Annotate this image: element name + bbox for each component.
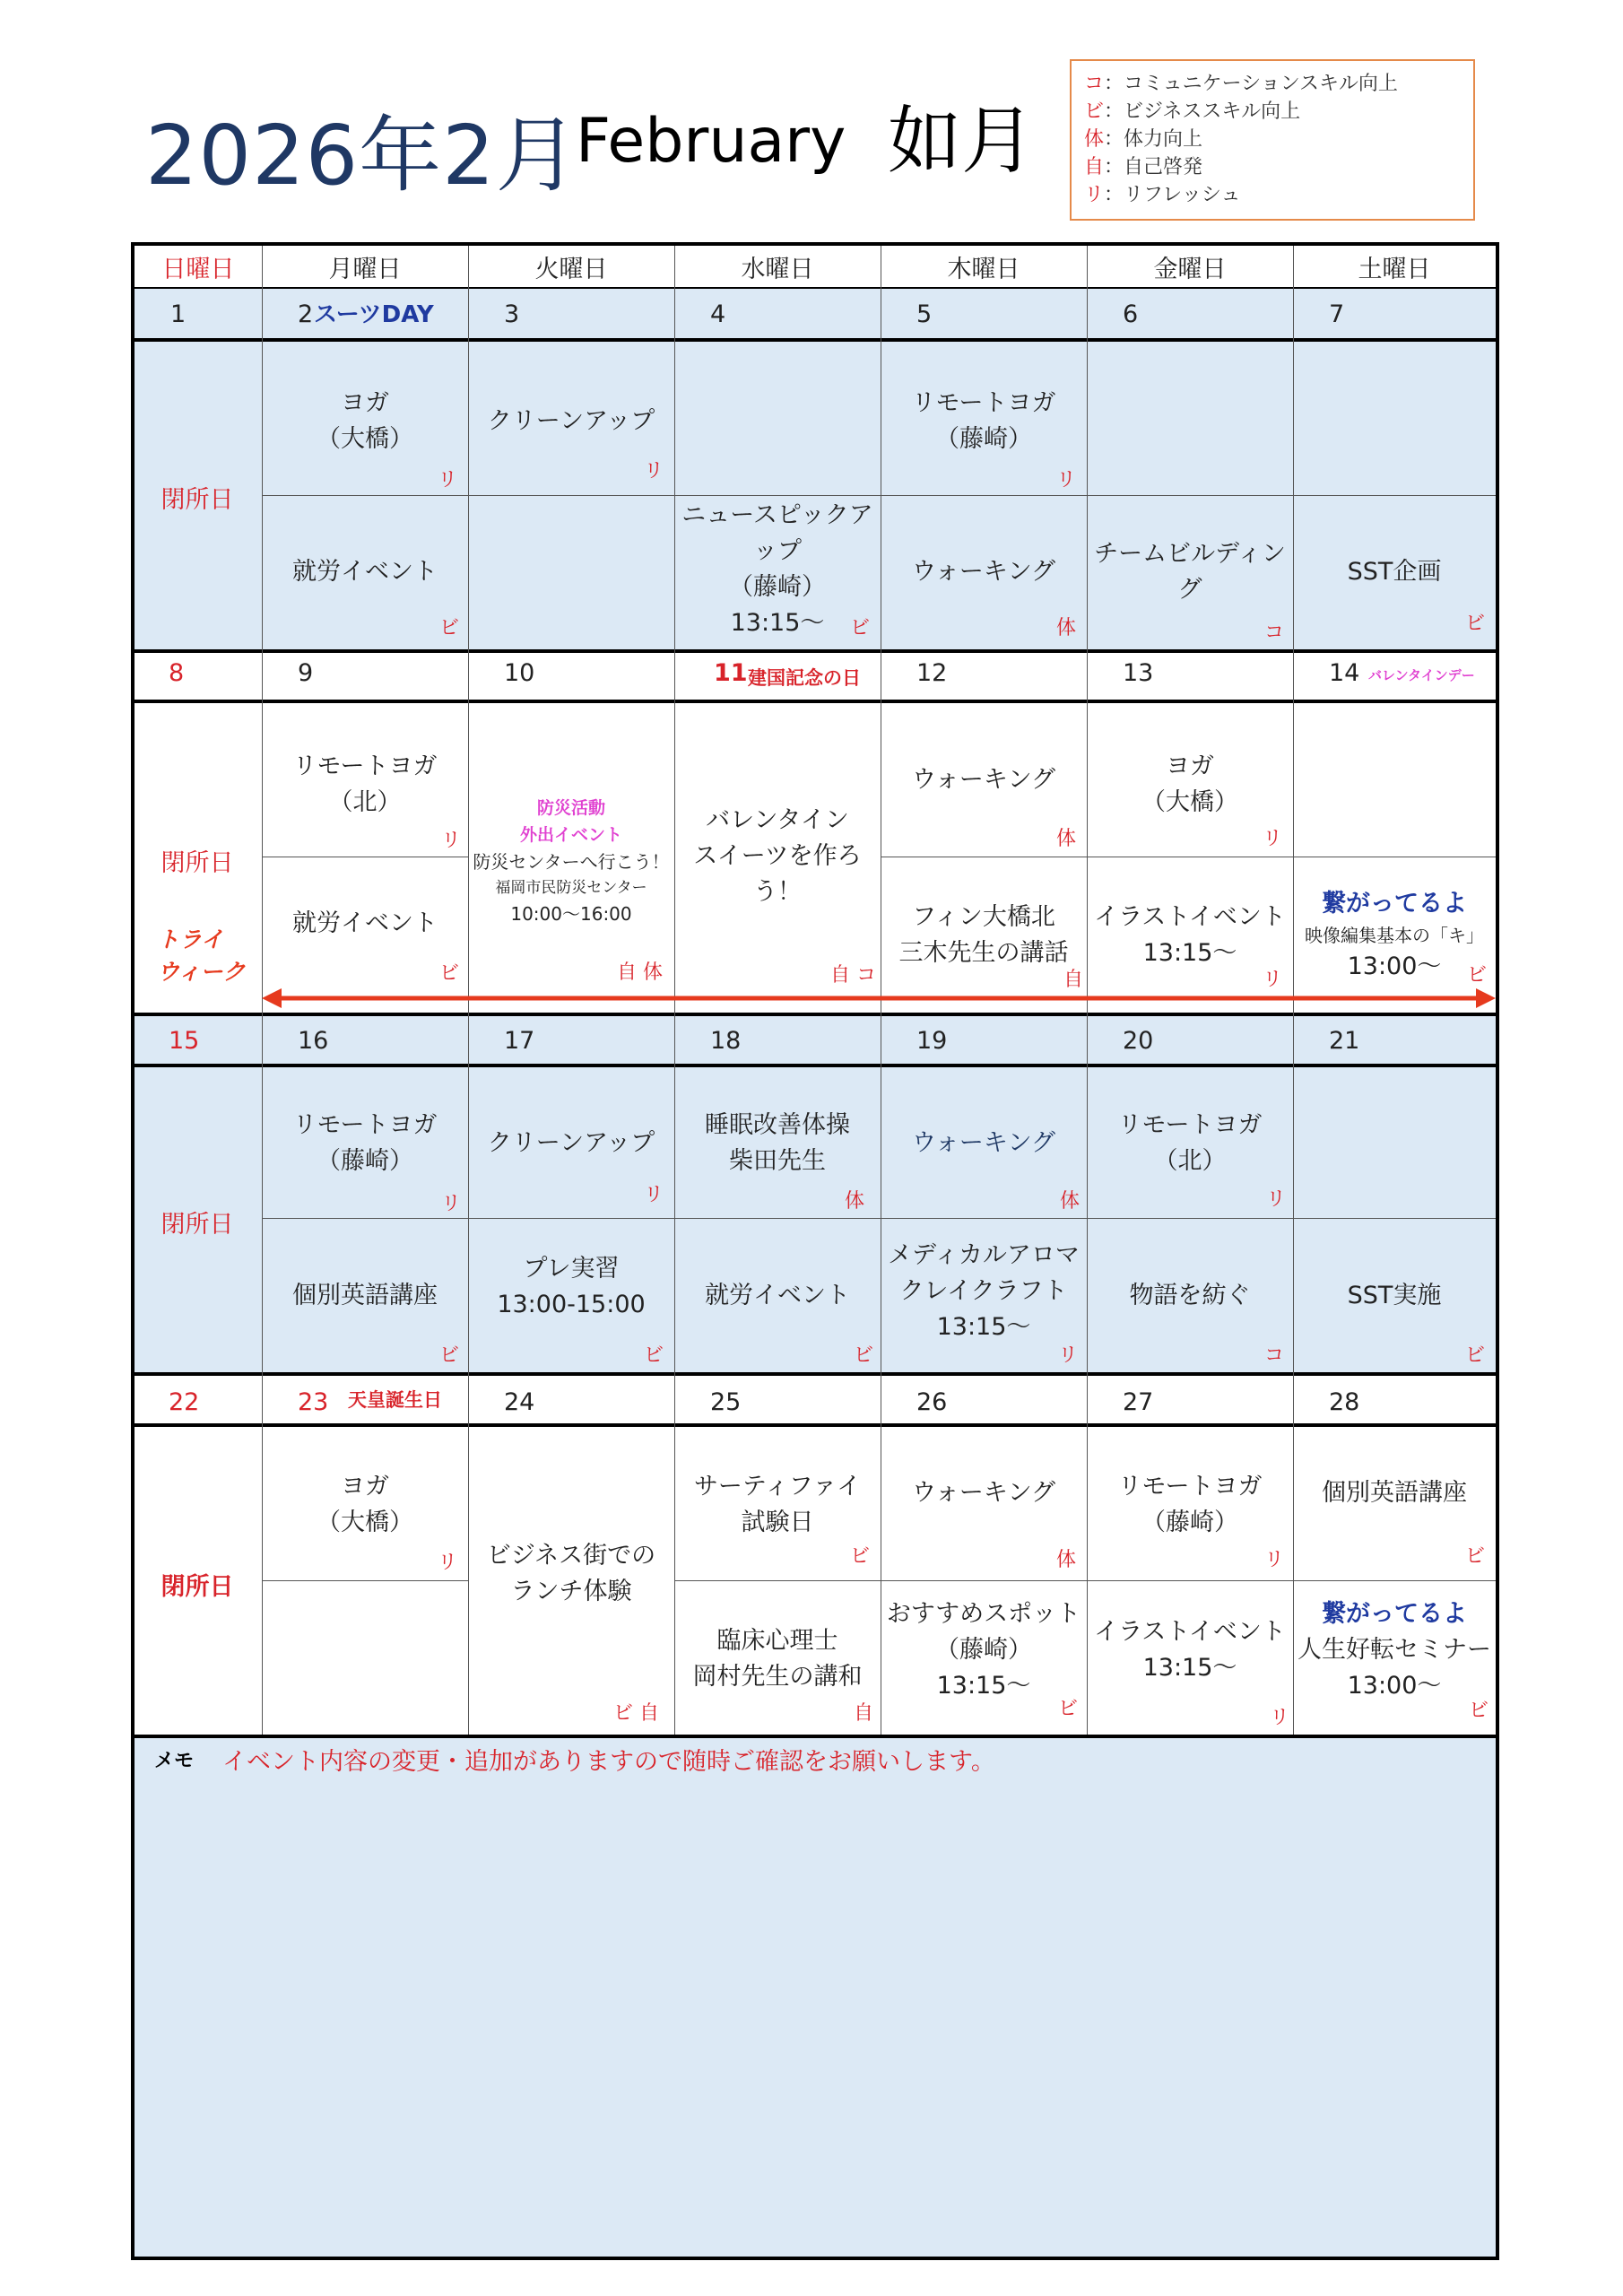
date-number: 4 — [710, 300, 726, 328]
closed-day-label: 閉所日 — [161, 1211, 234, 1239]
event-cell: 物語を紡ぐ — [1129, 1281, 1251, 1309]
tri-week-arrow — [262, 985, 1496, 1012]
divider — [131, 1064, 1499, 1067]
event-cell: リモートヨガ （藤崎） — [1117, 1473, 1263, 1536]
category-tag: 自 コ — [830, 964, 876, 987]
event-cell: おすすめスポット （藤崎） 13:15～ — [886, 1600, 1081, 1700]
event-cell: リモートヨガ （藤崎） — [292, 1111, 438, 1175]
category-tag: リ — [441, 1193, 462, 1215]
date-number: 6 — [1123, 300, 1139, 328]
category-tag: ビ — [1465, 613, 1486, 635]
memo-text: イベント内容の変更・追加がありますので随時ご確認をお願いします。 — [222, 1748, 995, 1776]
category-tag: リ — [644, 460, 664, 483]
category-tag: リ — [1263, 969, 1283, 991]
category-tag: 体 — [1056, 828, 1077, 850]
event-cell: 睡眠改善体操 柴田先生 — [705, 1111, 850, 1175]
category-tag: 体 — [845, 1190, 865, 1213]
date-number: 14 — [1329, 659, 1360, 687]
category-tag: リ — [1056, 469, 1077, 491]
event-cell: ビジネス街での ランチ体験 — [486, 1542, 656, 1605]
divider — [131, 1423, 1499, 1427]
date-number: 12 — [916, 659, 948, 687]
date-number: 24 — [504, 1388, 535, 1416]
category-tag: リ — [438, 1552, 458, 1574]
date-number: 18 — [710, 1027, 742, 1055]
event-cell: ウォーキング — [911, 766, 1056, 794]
category-tag: リ — [1270, 1707, 1290, 1729]
category-tag: ビ — [1467, 964, 1488, 987]
closed-day-label: 閉所日 — [161, 849, 234, 877]
category-tag: ビ — [854, 1344, 874, 1367]
slot-divider — [262, 1580, 468, 1581]
event-cell: 防災活動 外出イベント 防災センターへ行こう！ 福岡市民防災センター 10:00～16:00 — [473, 798, 670, 925]
event-cell: リモートヨガ （北） — [1117, 1111, 1263, 1175]
event-cell: フィン大橋北 三木先生の講話 — [898, 903, 1069, 967]
event-cell: プレ実習 13:00-15:00 — [497, 1255, 646, 1318]
slot-divider — [674, 1580, 1496, 1581]
event-cell: イラストイベント 13:15～ — [1094, 1618, 1286, 1682]
date-number: 16 — [298, 1027, 329, 1055]
event-cell: バレンタイン スイーツを作ろう！ — [693, 806, 862, 906]
category-tag: ビ — [1058, 1698, 1079, 1720]
category-tag: ビ 自 — [613, 1702, 659, 1725]
event-cell: SST実施 — [1347, 1281, 1442, 1309]
event-cell: クリーンアップ — [487, 1129, 655, 1157]
event-cell: 繋がってるよ 映像編集基本の「キ」 13:00～ — [1305, 890, 1484, 980]
holiday-label: 建国記念の日 — [748, 667, 861, 689]
event-cell: 個別英語講座 — [1322, 1479, 1467, 1507]
month-english: February — [576, 106, 846, 177]
category-tag: ビ — [1469, 1700, 1489, 1722]
category-tag: ビ — [439, 617, 460, 639]
month-title: 2026年2月 — [145, 108, 579, 204]
event-cell: SST企画 — [1347, 557, 1442, 586]
weekday-thu: 木曜日 — [947, 256, 1020, 283]
date-number: 26 — [916, 1388, 948, 1416]
event-cell: 就労イベント — [292, 557, 438, 586]
event-cell: ヨガ （大橋） — [317, 389, 413, 453]
category-tag: リ — [1058, 1344, 1079, 1367]
legend-item: 体：体力向上 — [1084, 128, 1203, 151]
event-cell: ヨガ （大橋） — [1141, 752, 1238, 816]
event-cell: ウォーキング — [911, 557, 1056, 586]
divider — [131, 1735, 1499, 1738]
holiday-label: 天皇誕生日 — [348, 1389, 442, 1411]
date-number: 3 — [504, 300, 520, 328]
legend-item: コ：コミュニケーションスキル向上 — [1084, 73, 1398, 95]
date-number: 11 — [714, 659, 748, 687]
weekday-sat: 土曜日 — [1358, 256, 1431, 283]
legend-item: リ：リフレッシュ — [1084, 184, 1241, 206]
event-cell: サーティファイ 試験日 — [693, 1473, 862, 1536]
category-tag: コ — [1264, 622, 1285, 644]
category-tag: 自 体 — [617, 961, 663, 984]
category-tag: リ — [1264, 1549, 1285, 1571]
category-tag: 体 — [1056, 617, 1077, 639]
event-cell: ヨガ （大橋） — [317, 1473, 413, 1536]
divider — [131, 1013, 1499, 1016]
valentine-label: バレンタインデー — [1368, 667, 1475, 683]
category-tag: 体 — [1056, 1549, 1077, 1571]
category-tag: コ — [1264, 1344, 1285, 1367]
date-number: 8 — [169, 659, 185, 687]
legend-item: 自：自己啓発 — [1084, 156, 1203, 178]
date-number: 20 — [1123, 1027, 1154, 1055]
date-number: 9 — [298, 659, 314, 687]
weekday-fri: 金曜日 — [1153, 256, 1227, 283]
slot-divider — [262, 495, 1496, 496]
category-tag: リ — [1263, 828, 1283, 850]
event-cell: 繋がってるよ 人生好転セミナー 13:00～ — [1298, 1600, 1491, 1700]
legend-item: ビ：ビジネススキル向上 — [1084, 100, 1301, 123]
month-japanese: 如月 — [888, 99, 1036, 184]
closed-day-label: 閉所日 — [161, 486, 234, 514]
event-cell: チームビルディング — [1094, 539, 1286, 604]
category-tag: 自 — [1063, 969, 1084, 991]
event-cell: リモートヨガ （藤崎） — [911, 389, 1056, 453]
date-number: 22 — [169, 1388, 200, 1416]
date-number: 1 — [170, 300, 187, 328]
date-number: 27 — [1123, 1388, 1154, 1416]
event-cell: ウォーキング — [911, 1129, 1056, 1157]
category-tag: リ — [438, 469, 458, 491]
tri-week-label: トライ ウィーク — [157, 926, 246, 985]
event-cell: ニュースピックアップ （藤崎） 13:15～ — [681, 501, 873, 637]
category-tag: リ — [441, 830, 462, 852]
date-number: 17 — [504, 1027, 535, 1055]
event-cell: 臨床心理士 岡村先生の講和 — [692, 1627, 863, 1691]
closed-day-label: 閉所日 — [161, 1573, 234, 1601]
date-number: 10 — [504, 659, 535, 687]
event-cell: ウォーキング — [911, 1479, 1056, 1507]
date-number: 2 — [298, 300, 314, 328]
divider — [131, 338, 1499, 342]
date-number: 21 — [1329, 1027, 1360, 1055]
event-cell: メディカルアロマ クレイクラフト 13:15～ — [888, 1241, 1080, 1341]
date-number: 23 — [298, 1388, 329, 1416]
category-tag: ビ — [1465, 1545, 1486, 1568]
divider — [131, 1372, 1499, 1376]
weekday-tue: 火曜日 — [534, 256, 608, 283]
event-cell: リモートヨガ （北） — [292, 752, 438, 816]
category-tag: ビ — [1465, 1344, 1486, 1367]
divider — [131, 287, 1499, 289]
date-number: 5 — [916, 300, 933, 328]
category-tag: ビ — [644, 1344, 664, 1367]
category-tag: ビ — [439, 962, 460, 985]
slot-divider — [262, 1218, 1496, 1219]
suits-day-label: スーツDAY — [314, 301, 434, 328]
date-number: 13 — [1123, 659, 1154, 687]
event-cell: イラストイベント 13:15～ — [1094, 903, 1286, 967]
divider — [131, 700, 1499, 703]
date-number: 7 — [1329, 300, 1345, 328]
category-tag: ビ — [850, 1545, 871, 1568]
date-number: 19 — [916, 1027, 948, 1055]
date-number: 28 — [1329, 1388, 1360, 1416]
date-number: 25 — [710, 1388, 742, 1416]
event-cell: 就労イベント — [705, 1281, 850, 1309]
category-tag: リ — [644, 1184, 664, 1206]
category-tag: 自 — [854, 1702, 874, 1725]
event-cell: 就労イベント — [292, 909, 438, 937]
category-tag: 体 — [1060, 1190, 1081, 1213]
weekday-wed: 水曜日 — [741, 256, 814, 283]
memo-label: メモ — [154, 1750, 195, 1772]
legend-box — [1070, 59, 1475, 221]
weekday-sun: 日曜日 — [161, 256, 235, 283]
category-tag: ビ — [850, 617, 871, 639]
event-cell: 個別英語講座 — [292, 1281, 438, 1309]
category-tag: リ — [1266, 1188, 1287, 1211]
divider — [131, 649, 1499, 653]
date-number: 15 — [169, 1027, 200, 1055]
weekday-mon: 月曜日 — [328, 256, 402, 283]
event-cell: クリーンアップ — [487, 407, 655, 435]
category-tag: ビ — [439, 1344, 460, 1367]
